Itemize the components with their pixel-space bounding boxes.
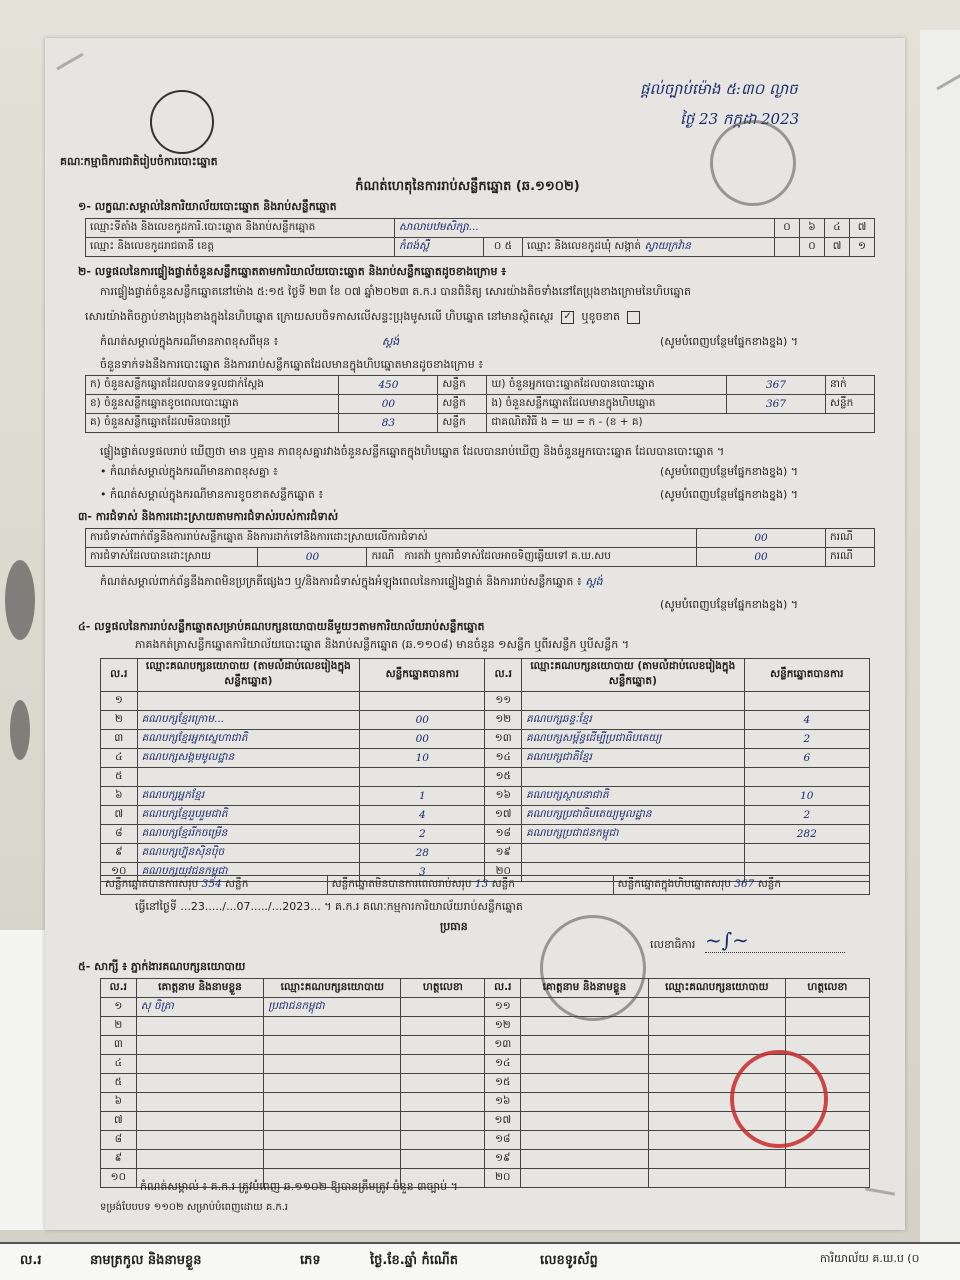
vote-count: 1 (360, 787, 485, 806)
appeal-label: ការតវ៉ា ឬការជំទាស់ដែលអាចទិញឆ្លើយទៅ គ.ឃ.សប (404, 549, 611, 562)
result-right-unit: នាក់ (826, 376, 875, 395)
witness-name (136, 1074, 264, 1093)
complaint-unit: ករណី (826, 529, 875, 548)
totals-table (100, 875, 870, 895)
location-code-digit: ៤ (825, 219, 850, 238)
col-no: ល.រ (101, 979, 137, 998)
resolved-unit: ករណី (371, 549, 395, 562)
damaged-option-label: ឬខូចខាត (581, 310, 620, 323)
vote-row (101, 844, 870, 863)
witness-signature (785, 1017, 869, 1036)
witness-party (264, 1074, 401, 1093)
col-party: ឈ្មោះគណបក្សនយោបាយ (តាមលំដាប់លេខរៀងក្នុងសន្លឹកឆ្នោត) (137, 659, 360, 692)
col-sign: ហត្ថលេខា (785, 979, 869, 998)
result-row (86, 395, 875, 414)
witness-name (521, 998, 649, 1017)
vote-party: គណបក្សប្រជាធិបតេយ្យមូលដ្ឋាន (522, 806, 745, 825)
vote-party: គណបក្សខ្មែររួបរួមជាតិ (137, 806, 360, 825)
document-title: កំណត់ហេតុនៃការរាប់សន្លឹកឆ្នោត (ឆ.១១០២) (355, 179, 580, 194)
vote-row (101, 749, 870, 768)
handwritten-note-1: ផ្ដល់ច្បាប់ម៉ោង ៥:៣០ ល្ងាច (640, 80, 798, 98)
irregularity-note-label: កំណត់សម្គាល់ពាក់ព័ន្ធនឹងភាពមិនប្រក្រតីផ្សេងៗ ឬ/និងការជំទាស់ក្នុងអំឡុងពេលនៃការផ្ទៀងផ្ទាត់ និងការរាប់សន្លឹកឆ្នោត ៖ (100, 575, 582, 588)
vote-count: 2 (744, 806, 869, 825)
fill-hint: (សូមបំពេញបន្ថែមផ្នែកខាងខ្នង) ។ (660, 465, 799, 478)
commune-code-digit: ៧ (825, 238, 850, 257)
vote-no: ១៦ (485, 787, 522, 806)
col-no: ល.រ (485, 979, 521, 998)
witness-no: ១៩ (485, 1150, 521, 1169)
handwritten-note-2: ថ្ងៃ 23 កក្កដា 2023 (680, 110, 800, 128)
witness-no: ១២ (485, 1017, 521, 1036)
vote-party (137, 692, 360, 711)
province-code-digit: ៥ (504, 239, 513, 252)
unit-label: សន្លឹក (757, 877, 782, 890)
witness-party (264, 1150, 401, 1169)
fill-hint: (សូមបំពេញបន្ថែមផ្នែកខាងខ្នង) ។ (660, 598, 799, 611)
irregularity-note-value: ស្ដង់ (585, 575, 603, 588)
witness-party (648, 1017, 785, 1036)
witness-row (101, 1017, 870, 1036)
witness-no: ១ (101, 998, 137, 1017)
col-votes: សន្លឹកឆ្នោតបានការ (360, 659, 485, 692)
result-left-value: 450 (339, 376, 438, 395)
resolved-label: ការជំទាស់ដែលបានដោះស្រាយ (86, 548, 258, 567)
col-name: គោត្តនាម និងនាមខ្លួន (521, 979, 649, 998)
witness-no: ១១ (485, 998, 521, 1017)
bottom-right-label: ការិយាល័យ គ.ឃ.ប (០ (820, 1252, 920, 1265)
note-value: ស្ដង់ (381, 335, 400, 348)
witness-signature (401, 1093, 485, 1112)
bottom-col-phone: លេខទូរស័ព្ទ (540, 1253, 598, 1268)
bottom-col-dob: ថ្ងៃ.ខែ.ឆ្នាំ កំណើត (370, 1253, 459, 1268)
witness-signature (401, 1150, 485, 1169)
note-line (100, 335, 399, 351)
col-party: ឈ្មោះគណបក្សនយោបាយ (648, 979, 785, 998)
vote-no: ២ (101, 711, 138, 730)
witness-name (136, 1131, 264, 1150)
unit-label: សន្លឹក (491, 877, 515, 890)
vote-count (360, 768, 485, 787)
document-content (60, 60, 875, 1213)
vote-party: គណបក្សសម្ព័ន្ធដើម្បីប្រជាធិបតេយ្យ (522, 730, 745, 749)
vote-count: 2 (744, 730, 869, 749)
witness-name (136, 1036, 264, 1055)
unit-label: សន្លឹក (225, 877, 249, 890)
vote-party: គណបក្សខ្មែរក្រោម... (137, 711, 360, 730)
witness-row (101, 1150, 870, 1169)
total-box-label: សន្លឹកឆ្នោតក្នុងហិបឆ្នោតសរុប (617, 877, 731, 890)
witness-name (521, 1112, 649, 1131)
bottom-col-name: នាមត្រកូល និងនាមខ្លួន (90, 1253, 202, 1268)
witness-signature (401, 1112, 485, 1131)
vote-count: 10 (360, 749, 485, 768)
complaint-value: 00 (697, 529, 826, 548)
witness-party (264, 1131, 401, 1150)
vote-party: គណបក្សអ្នកខ្មែរ (137, 787, 360, 806)
vote-count: 4 (744, 711, 869, 730)
vote-no: ១៧ (485, 806, 522, 825)
total-valid-cell (101, 876, 328, 895)
vote-count: 10 (744, 787, 869, 806)
vote-count: 28 (360, 844, 485, 863)
province-label: ឈ្មោះ និងលេខកូដរាជធានី ខេត្ត (86, 238, 395, 257)
vote-party (137, 768, 360, 787)
witness-no: ៣ (101, 1036, 137, 1055)
witness-no: ១៦ (485, 1093, 521, 1112)
result-left-label: ក) ចំនួនសន្លឹកឆ្នោតដែលបានទទួលជាក់ស្ដែង (86, 376, 339, 395)
vote-no: ១៨ (485, 825, 522, 844)
section2-paragraph-2 (85, 310, 875, 326)
witness-name: សុ ចិត្រា (136, 998, 264, 1017)
vote-party: គណបក្សប្រជាជនកម្ពុជា (522, 825, 745, 844)
location-code-digit: ៧ (850, 219, 875, 238)
commune-code-digit: ១ (850, 238, 875, 257)
background-sheet-right (920, 30, 960, 1270)
total-invalid-value: 13 (474, 877, 489, 890)
vote-party (522, 844, 745, 863)
witness-party (648, 1169, 785, 1188)
paragraph-2-text: សោរយ៉ាងតិចភ្ជាប់ខាងប្រុងខាងក្នុងនៃហិបឆ្នោត ក្រោយសបចិទកាសលើសន្ទះប្រុងមូសលើ ហិបឆ្នោត នៅមានស្ថិតស្ថេរ (85, 310, 554, 323)
vote-party: គណបក្សសង្គមមូលដ្ឋាន (137, 749, 360, 768)
bottom-strip (0, 1242, 960, 1280)
vote-count (744, 692, 869, 711)
witness-name (521, 1150, 649, 1169)
vote-party: គណបក្សស្ថាបនាជាតិ (522, 787, 745, 806)
witness-no: ២០ (485, 1169, 521, 1188)
date-line: ធ្វើនៅថ្ងៃទី ...23...../...07...../...2023... ។ គ.ក.រ គណៈកម្មការការិយាល័យរាប់សន្លឹកឆ្នោត (135, 900, 523, 913)
witness-party (648, 1150, 785, 1169)
witness-no: ៨ (101, 1131, 137, 1150)
vote-count: 3 (360, 863, 485, 882)
vote-no: ១០ (101, 863, 138, 882)
result-right-value: 367 (727, 376, 826, 395)
witness-row (101, 1036, 870, 1055)
vote-no: ១១ (485, 692, 522, 711)
appeal-cell (367, 548, 697, 567)
vote-party: គណបក្សខ្មែរអ្នកស្នេហាជាតិ (137, 730, 360, 749)
vote-row (101, 730, 870, 749)
location-label: ឈ្មោះទីតាំង និងលេខកូដការិ.បោះឆ្នោត និងរាប់សន្លឹកឆ្នោត (86, 219, 395, 238)
witness-party (264, 1036, 401, 1055)
section2-heading: ២- លទ្ធផលនៃការផ្ទៀងផ្ទាត់ចំនួនសន្លឹកឆ្នោតតាមការិយាល័យបោះឆ្នោត និងរាប់សន្លឹកឆ្នោតដូចខាងក្រោម ៖ (78, 265, 507, 278)
vote-party (522, 768, 745, 787)
section5-heading: ៥- សាក្សី ៖ ភ្នាក់ងារគណបក្សនយោបាយ (78, 960, 246, 973)
balance-line: ផ្ទៀងផ្ទាត់លទ្ធផលរាប់ ឃើញថា មាន ឬគ្មាន ភាពខុសគ្នារវាងចំនួនសន្លឹកឆ្នោតក្នុងហិបឆ្នោត ដែលបានរាប់ឃើញ និងចំនួនអ្នកបោះឆ្នោត ដែលបានបោះឆ្នោត ។ (100, 445, 725, 458)
witness-name (136, 1093, 264, 1112)
province-value: កំពង់ស្ពឺ (395, 238, 484, 257)
witness-no: ៧ (101, 1112, 137, 1131)
section4-heading: ៤- លទ្ធផលនៃការរាប់សន្លឹកឆ្នោតសម្រាប់គណបក្សនយោបាយនីមួយៗតាមការិយាល័យរាប់សន្លឹកឆ្នោត (78, 620, 485, 633)
vote-party: គណបក្សហ្វ៊ុនស៊ិនប៉ិច (137, 844, 360, 863)
result-table (85, 375, 875, 433)
vote-no: ៣ (101, 730, 138, 749)
section2-paragraph-1: ការផ្ទៀងផ្ទាត់ចំនួនសន្លឹកឆ្នោតនៅម៉ោង ៥:១៥ ថ្ងៃទី ២៣ ខែ ០៧ ឆ្នាំ២០២៣ ត.ក.រ បានពិនិត្យ សោរយ៉ាងតិចទាំងនៅតែប្រុងខាងក្រោមនៃហិបឆ្នោត (100, 285, 691, 298)
witness-no: ៤ (101, 1055, 137, 1074)
vote-no: ១៥ (485, 768, 522, 787)
result-left-unit: សន្លឹក (438, 414, 487, 433)
witness-row (101, 998, 870, 1017)
checked-checkbox-icon: ✓ (561, 311, 574, 324)
witness-name (521, 1074, 649, 1093)
col-no: ល.រ (101, 659, 138, 692)
wall-stain (5, 560, 35, 640)
vote-row (101, 768, 870, 787)
witness-party: ប្រជាជនកម្ពុជា (264, 998, 401, 1017)
witness-name (136, 1112, 264, 1131)
witness-no: ៩ (101, 1150, 137, 1169)
vote-count: 282 (744, 825, 869, 844)
witness-signature (785, 1150, 869, 1169)
result-left-label: គ) ចំនួនសន្លឹកឆ្នោតដែលមិនបានប្រើ (86, 414, 339, 433)
result-row (86, 376, 875, 395)
col-no: ល.រ (485, 659, 522, 692)
witness-party (264, 1112, 401, 1131)
vote-no: ១៣ (485, 730, 522, 749)
result-right-value: 367 (727, 395, 826, 414)
total-box-cell (613, 876, 869, 895)
vote-party: គណបក្សឆន្ទៈខ្មែរ (522, 711, 745, 730)
witness-name (521, 1131, 649, 1150)
section3-heading: ៣- ការជំទាស់ និងការដោះស្រាយតាមការជំទាស់របស់ការជំទាស់ (78, 510, 339, 523)
total-valid-label: សន្លឹកឆ្នោតបានការសរុប (105, 877, 199, 890)
vote-count: 00 (360, 711, 485, 730)
vote-count: 00 (360, 730, 485, 749)
unchecked-checkbox-icon (627, 311, 640, 324)
result-row (86, 414, 875, 433)
chair-label: ប្រធាន (440, 920, 468, 933)
vote-no: ៧ (101, 806, 138, 825)
commune-label: ឈ្មោះ និងលេខកូដឃុំ សង្កាត់ (527, 239, 642, 252)
vote-no: ៩ (101, 844, 138, 863)
bottom-col-gender: ភេទ (300, 1253, 321, 1268)
result-left-value: 83 (339, 414, 438, 433)
vote-row (101, 692, 870, 711)
total-invalid-cell (327, 876, 613, 895)
vote-row (101, 711, 870, 730)
witness-name (136, 1017, 264, 1036)
formula-label: ជាគណិតវិធី ង = ឃ = ក - (ខ + គ) (487, 414, 875, 433)
commune-cell (523, 238, 775, 257)
bullet-damage: • កំណត់សម្គាល់ក្នុងករណីមានការខូចខាតសន្លឹកឆ្នោត ៖ (100, 488, 324, 501)
col-party: ឈ្មោះគណបក្សនយោបាយ (264, 979, 401, 998)
col-name: គោត្តនាម និងនាមខ្លួន (136, 979, 264, 998)
complaint-table (85, 528, 875, 567)
witness-signature (401, 1055, 485, 1074)
col-party: ឈ្មោះគណបក្សនយោបាយ (តាមលំដាប់លេខរៀងក្នុងសន្លឹកឆ្នោត) (522, 659, 745, 692)
vote-no: ៨ (101, 825, 138, 844)
section4-intro: ភាគងកត់ត្រាសន្លឹកឆ្នោតការិយាល័យបោះឆ្នោត និងរាប់សន្លឹកឆ្នោត (ឆ.១១០៨) មានចំនួន ១សន្លឹក ឬពីរសន្លឹក ឬបីសន្លឹក ។ (135, 638, 629, 651)
appeal-unit: ករណី (826, 548, 875, 567)
witness-no: ១០ (101, 1169, 137, 1188)
witness-party (648, 998, 785, 1017)
location-code-digit: ០ (775, 219, 800, 238)
vote-no: ១ (101, 692, 138, 711)
witness-signature (401, 1074, 485, 1093)
witness-name (521, 1036, 649, 1055)
witness-party (264, 1055, 401, 1074)
vote-count (360, 692, 485, 711)
vote-no: ១២ (485, 711, 522, 730)
witness-no: ១៨ (485, 1131, 521, 1150)
vote-no: ៦ (101, 787, 138, 806)
result-left-label: ខ) ចំនួនសន្លឹកឆ្នោតខូចពេលបោះឆ្នោត (86, 395, 339, 414)
result-right-label: ង) ចំនួនសន្លឹកឆ្នោតដែលមានក្នុងហិបឆ្នោត (487, 395, 727, 414)
vote-no: ២០ (485, 863, 522, 882)
result-left-value: 00 (339, 395, 438, 414)
result-left-unit: សន្លឹក (438, 376, 487, 395)
province-code-digit: ០ (493, 239, 502, 252)
resolved-value: 00 (258, 548, 367, 567)
red-official-stamp-icon (730, 1050, 828, 1148)
vote-party: គណបក្សខ្មែររីកចម្រើន (137, 825, 360, 844)
vote-no: ៥ (101, 768, 138, 787)
witness-name (521, 1055, 649, 1074)
fill-hint: (សូមបំពេញបន្ថែមផ្នែកខាងខ្នង) ។ (660, 488, 799, 501)
vote-row (101, 825, 870, 844)
witness-signature (401, 1036, 485, 1055)
witness-name (521, 1169, 649, 1188)
witness-no: ១៣ (485, 1036, 521, 1055)
witness-signature (401, 998, 485, 1017)
form-note: ទម្រង់បែបបទ ១១០២ សម្រាប់បំពេញដោយ គ.ក.រ (100, 1202, 289, 1213)
result-intro: ចំនួនទាក់ទងនឹងការបោះឆ្នោត និងការរាប់សន្លឹកឆ្នោតដែលមានក្នុងហិបឆ្នោតមានដូចខាងក្រោម ៖ (100, 358, 484, 371)
vote-no: ១៩ (485, 844, 522, 863)
witness-name (136, 1055, 264, 1074)
col-votes: សន្លឹកឆ្នោតបានការ (744, 659, 869, 692)
witness-no: ៥ (101, 1074, 137, 1093)
total-box-value: 367 (734, 877, 755, 890)
witness-party (264, 1093, 401, 1112)
witness-signature (785, 998, 869, 1017)
section1-table (85, 218, 875, 257)
section1-heading: ១- លក្ខណៈសម្គាល់នៃការិយាល័យបោះឆ្នោត និងរាប់សន្លឹកឆ្នោត (78, 200, 337, 213)
witness-no: ៦ (101, 1093, 137, 1112)
secretary-label: លេខាធិការ (650, 938, 696, 951)
commune-value: ស្វាយក្រវ៉ាន (644, 239, 691, 252)
result-left-unit: សន្លឹក (438, 395, 487, 414)
vote-party: គណបក្សជាតិខ្មែរ (522, 749, 745, 768)
vote-row (101, 806, 870, 825)
vote-count (744, 844, 869, 863)
witness-signature (401, 1131, 485, 1150)
bottom-col-no: ល.រ (20, 1253, 42, 1268)
witness-party (264, 1017, 401, 1036)
footer-note: កំណត់សម្គាល់ ៖ គ.ក.រ ត្រូវបំពេញ ឆ.១១០២ ឱ្យបានត្រឹមត្រូវ ចំនួន ៣ច្បាប់ ។ (140, 1180, 458, 1193)
vote-no: ១៤ (485, 749, 522, 768)
witness-name (136, 1150, 264, 1169)
total-valid-value: 354 (201, 877, 222, 890)
result-right-label: ឃ) ចំនួនអ្នកបោះឆ្នោតដែលបានបោះឆ្នោត (487, 376, 727, 395)
location-code-digit: ៦ (800, 219, 825, 238)
complaint-label: ការជំទាស់ពាក់ព័ន្ធនឹងការរាប់សន្លឹកឆ្នោត និងការដាក់ទៅនិងការដោះស្រាយលើការជំទាស់ (86, 529, 697, 548)
location-value: សាលាបឋមសិក្សា... (395, 219, 775, 238)
vote-party: គណបក្សយុវជនកម្ពុជា (137, 863, 360, 882)
appeal-value: 00 (697, 548, 826, 567)
vote-row (101, 787, 870, 806)
vote-count (744, 768, 869, 787)
committee-name: គណៈកម្មាធិការជាតិរៀបចំការបោះឆ្នោត (60, 155, 218, 168)
wall-stain (10, 700, 30, 760)
vote-party (522, 692, 745, 711)
witness-no: ១៤ (485, 1055, 521, 1074)
witness-signature (785, 1169, 869, 1188)
vote-no: ៤ (101, 749, 138, 768)
result-right-unit: សន្លឹក (826, 395, 875, 414)
vote-table (100, 658, 870, 882)
witness-no: ១៧ (485, 1112, 521, 1131)
note-label: កំណត់សម្គាល់ក្នុងករណីមានភាពខុសពីមុន ៖ (100, 335, 279, 348)
secretary-signature-icon: ~∫∼ (705, 928, 845, 953)
col-sign: ហត្ថលេខា (401, 979, 485, 998)
vote-count: 2 (360, 825, 485, 844)
nec-logo-icon (150, 90, 214, 154)
witness-name (521, 1017, 649, 1036)
total-invalid-label: សន្លឹកឆ្នោតមិនបានការពេលរាប់សរុប (331, 877, 472, 890)
vote-count: 4 (360, 806, 485, 825)
commune-code-digit: ០ (800, 238, 825, 257)
bullet-difference: • កំណត់សម្គាល់ក្នុងករណីមានភាពខុសគ្នា ៖ (100, 465, 278, 478)
witness-no: ១៥ (485, 1074, 521, 1093)
witness-signature (785, 1036, 869, 1055)
witness-name (521, 1093, 649, 1112)
witness-signature (401, 1017, 485, 1036)
irregularity-note (100, 575, 603, 591)
vote-count: 6 (744, 749, 869, 768)
witness-no: ២ (101, 1017, 137, 1036)
fill-hint: (សូមបំពេញបន្ថែមផ្នែកខាងខ្នង) ។ (660, 335, 799, 348)
